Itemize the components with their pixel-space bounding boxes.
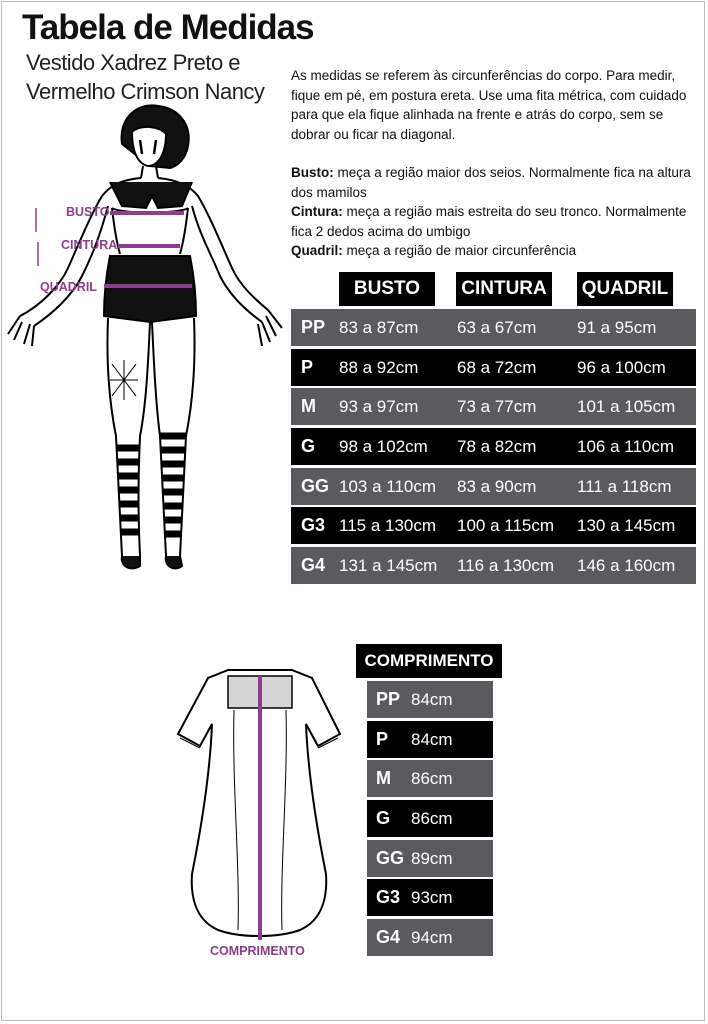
quadril-value: 130 a 145cm	[577, 515, 676, 535]
cintura-value: 83 a 90cm	[457, 476, 537, 496]
length-value: 86cm	[411, 808, 453, 828]
length-value: 86cm	[411, 768, 453, 788]
length-value: 94cm	[411, 927, 453, 947]
length-value: 93cm	[411, 887, 453, 907]
busto-value: 93 a 97cm	[339, 396, 419, 416]
busto-value: 115 a 130cm	[339, 515, 437, 535]
quadril-instruction	[291, 241, 691, 261]
length-row-g3	[367, 879, 493, 916]
body-illustration	[0, 96, 292, 582]
size-label: M	[376, 768, 391, 788]
cintura-instruction-label: Cintura:	[291, 204, 343, 219]
size-label: G	[376, 808, 391, 828]
length-row-g	[367, 800, 493, 837]
length-row-pp	[367, 681, 493, 718]
quadril-value: 111 a 118cm	[577, 476, 672, 496]
busto-value: 131 a 145cm	[339, 555, 438, 575]
table-row-pp	[291, 309, 696, 346]
dress-illustration	[168, 664, 348, 944]
page-subtitle: Vestido Xadrez Preto e Vermelho Crimson Nancy	[26, 50, 265, 104]
size-label: G4	[301, 555, 326, 575]
header-quadril: QUADRIL	[577, 272, 673, 306]
quadril-label: QUADRIL	[40, 280, 97, 294]
busto-instruction-label: Busto:	[291, 165, 334, 180]
length-row-g4	[367, 919, 493, 956]
cintura-instruction	[291, 202, 691, 241]
size-label: GG	[301, 476, 330, 496]
size-label: PP	[376, 689, 401, 709]
size-label: GG	[376, 848, 405, 868]
cintura-value: 116 a 130cm	[457, 555, 555, 575]
busto-value: 83 a 87cm	[339, 317, 419, 337]
table-row-g3	[291, 507, 696, 544]
busto-value: 88 a 92cm	[339, 357, 419, 377]
quadril-value: 101 a 105cm	[577, 396, 676, 416]
quadril-instruction-text: meça a região de maior circunferência	[342, 243, 577, 258]
table-row-g4	[291, 547, 696, 584]
length-row-m	[367, 760, 493, 797]
busto-instruction-text: meça a região maior dos seios. Normalmente fica na altura dos mamilos	[291, 165, 691, 200]
size-label: G	[301, 436, 316, 456]
intro-text	[291, 66, 691, 261]
size-label: G3	[376, 887, 401, 907]
dress-length-label: COMPRIMENTO	[210, 944, 305, 958]
intro-paragraph: As medidas se referem às circunferências do corpo. Para medir, fique em pé, em postura ereta. Use uma fita métrica, com cuidado para que ela fique alinhada na frente e atrás do corpo, sem se dobrar ou ficar na diagonal.	[291, 68, 687, 142]
length-row-gg	[367, 840, 493, 877]
cintura-instruction-text: meça a região mais estreita do seu tronco. Normalmente fica 2 dedos acima do umbigo	[291, 204, 687, 239]
busto-value: 98 a 102cm	[339, 436, 428, 456]
header-cintura: CINTURA	[456, 272, 552, 306]
busto-instruction	[291, 163, 691, 202]
busto-label: BUSTO	[66, 205, 110, 219]
cintura-label: CINTURA	[61, 238, 118, 252]
page-title: Tabela de Medidas	[22, 8, 314, 47]
quadril-instruction-label: Quadril:	[291, 243, 343, 258]
cintura-value: 78 a 82cm	[457, 436, 537, 456]
size-label: P	[301, 357, 314, 377]
table-row-g	[291, 428, 696, 465]
cintura-value: 63 a 67cm	[457, 317, 537, 337]
table-row-m	[291, 388, 696, 425]
quadril-value: 106 a 110cm	[577, 436, 675, 456]
quadril-value: 146 a 160cm	[577, 555, 676, 575]
table-row-gg	[291, 468, 696, 505]
size-label: PP	[301, 317, 326, 337]
size-label: M	[301, 396, 316, 416]
header-comprimento: COMPRIMENTO	[356, 644, 502, 678]
cintura-value: 73 a 77cm	[457, 396, 537, 416]
length-value: 89cm	[411, 848, 453, 868]
busto-value: 103 a 110cm	[339, 476, 437, 496]
size-label: G4	[376, 927, 401, 947]
length-row-p	[367, 721, 493, 758]
length-value: 84cm	[411, 729, 453, 749]
cintura-value: 100 a 115cm	[457, 515, 555, 535]
size-label: P	[376, 729, 389, 749]
size-label: G3	[301, 515, 326, 535]
cintura-value: 68 a 72cm	[457, 357, 537, 377]
table-row-p	[291, 349, 696, 386]
length-value: 84cm	[411, 689, 453, 709]
quadril-value: 91 a 95cm	[577, 317, 657, 337]
header-busto: BUSTO	[339, 272, 435, 306]
quadril-value: 96 a 100cm	[577, 357, 666, 377]
